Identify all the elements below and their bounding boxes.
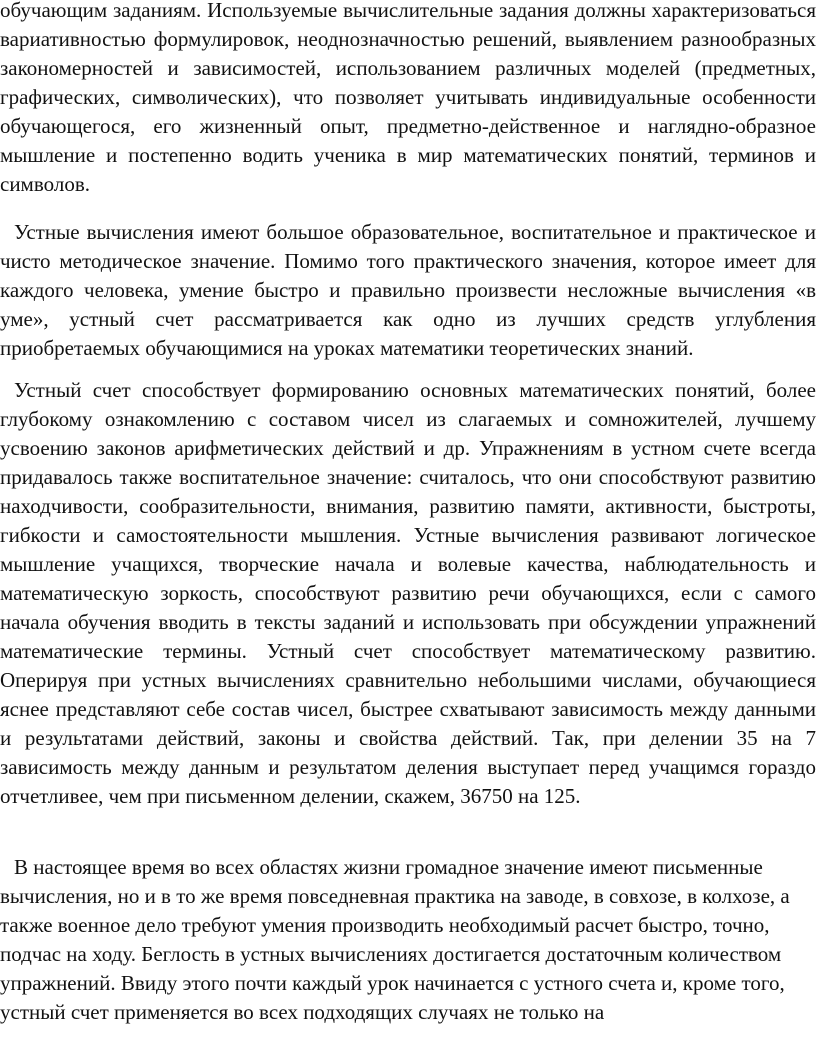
paragraph-4-block [0, 853, 816, 1027]
paragraph-2: Устные вычисления имеют большое образовательное, воспитательное и практическое и чисто методическое значение. Помимо того практического значения, которое имеет для каждого человека, умение быстро и правильно произвести несложные вычисления «в уме», устный счет рассматривается как одно из лучших средств углубления приобретаемых обучающимися на уроках математики теоретических знаний. [0, 220, 816, 360]
paragraph-4: В настоящее время во всех областях жизни громадное значение имеют письменные вычисления, но и в то же время повседневная практика на заводе, в совхозе, в колхозе, а также военное дело требуют умения производить необходимый расчет быстро, точно, подчас на ходу. Беглость в устных вычислениях достигается достаточным количеством упражнений. Ввиду этого почти каждый урок начинается с устного счета и, кроме того, устный счет применяется во всех подходящих случаях не только на [0, 855, 790, 1024]
paragraph-1: обучающим заданиям. Используемые вычислительные задания должны характеризоваться вариативностью формулировок, неоднозначностью решений, выявлением разнообразных закономерностей и зависимостей, использованием различных моделей (предметных, графических, символических), что позволяет учитывать индивидуальные особенности обучающегося, его жизненный опыт, предметно-действенное и наглядно-образное мышление и постепенно водить ученика в мир математических понятий, терминов и символов. [0, 0, 816, 196]
paragraph-2-block [0, 218, 816, 363]
paragraph-3: Устный счет способствует формированию основных математических понятий, более глубокому ознакомлению с составом чисел из слагаемых и сомножителей, лучшему усвоению законов арифметических действий и др. Упражнениям в устном счете всегда придавалось также воспитательное значение: считалось, что они способствуют развитию находчивости, сообразительности, внимания, развитию памяти, активности, быстроты, гибкости и самостоятельности мышления. Устные вычисления развивают логическое мышление учащихся, творческие начала и волевые качества, наблюдательность и математическую зоркость, способствуют развитию речи обучающихся, если с самого начала обучения вводить в тексты заданий и использовать при обсуждении упражнений математические термины. Устный счет способствует математическому развитию. Оперируя при устных вычислениях сравнительно небольшими числами, обучающиеся яснее представляют себе состав чисел, быстрее схватывают зависимость между данными и результатами действий, законы и свойства действий. Так, при делении 35 на 7 зависимость между данным и результатом деления выступает перед учащимся гораздо отчетливее, чем при письменном делении, скажем, 36750 на 125. [0, 378, 816, 808]
paragraph-3-block [0, 376, 816, 811]
paragraph-1-block [0, 0, 816, 199]
